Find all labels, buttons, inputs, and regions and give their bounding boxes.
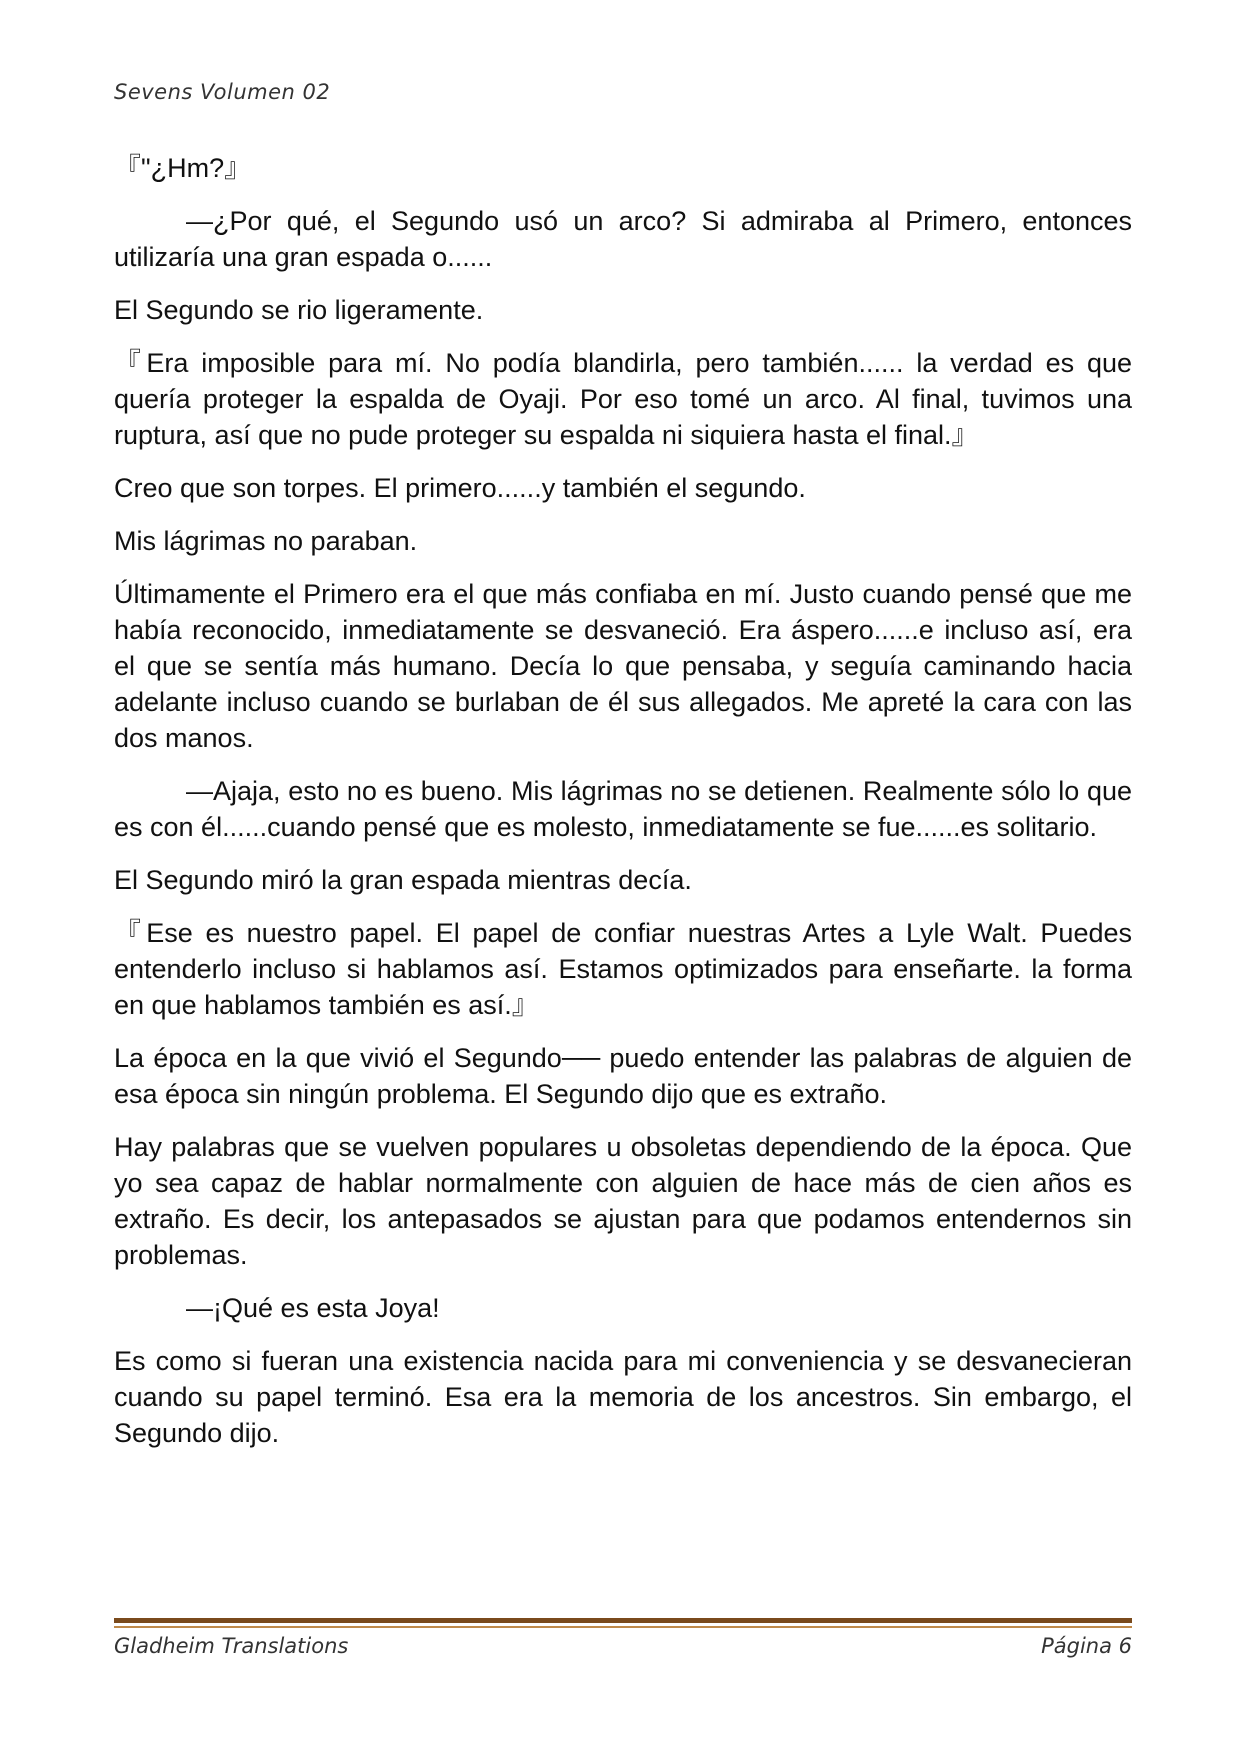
paragraph: Últimamente el Primero era el que más confiaba en mí. Justo cuando pensé que me había reconocido, inmediatamente se desvaneció. Era áspero......e incluso así, era el que se sentía más humano. Decía lo que pensaba, y seguía caminando hacia adelante incluso cuando se burlaban de él sus allegados. Me apreté la cara con las dos manos.: [114, 579, 1132, 753]
paragraph: El Segundo miró la gran espada mientras decía.: [114, 865, 692, 895]
paragraph: —Ajaja, esto no es bueno. Mis lágrimas no se detienen. Realmente sólo lo que es con él......cuando pensé que es molesto, inmediatamente se fue......es solitario.: [114, 776, 1132, 842]
running-header: Sevens Volumen 02: [114, 80, 331, 104]
paragraph: 『Era imposible para mí. No podía blandirla, pero también...... la verdad es que quería proteger la espalda de Oyaji. Por eso tomé un arco. Al final, tuvimos una ruptura, así que no pude proteger su espalda ni siquiera hasta el final.』: [114, 348, 1132, 450]
paragraph: El Segundo se rio ligeramente.: [114, 295, 484, 325]
paragraph: Es como si fueran una existencia nacida para mi conveniencia y se desvanecieran cuando su papel terminó. Esa era la memoria de los ancestros. Sin embargo, el Segundo dijo.: [114, 1346, 1132, 1448]
paragraph: 『"¿Hm?』: [114, 153, 252, 183]
paragraph: Mis lágrimas no paraban.: [114, 526, 418, 556]
footer-rule-accent: [114, 1626, 1132, 1628]
paragraph: La época en la que vivió el Segundo── puedo entender las palabras de alguien de esa época sin ningún problema. El Segundo dijo que es extraño.: [114, 1043, 1132, 1109]
paragraph: Hay palabras que se vuelven populares u obsoletas dependiendo de la época. Que yo sea capaz de hablar normalmente con alguien de hace más de cien años es extraño. Es decir, los antepasados se ajustan para que podamos entendernos sin problemas.: [114, 1132, 1132, 1270]
paragraph: 『Ese es nuestro papel. El papel de confiar nuestras Artes a Lyle Walt. Puedes entenderlo incluso si hablamos así. Estamos optimizados para enseñarte. la forma en que hablamos también es así.』: [114, 918, 1132, 1020]
footer-publisher: Gladheim Translations: [114, 1634, 349, 1658]
page-number: Página 6: [1041, 1634, 1132, 1658]
body-text: [114, 150, 1132, 1468]
paragraph: —¡Qué es esta Joya!: [186, 1293, 440, 1323]
footer-rule: [114, 1618, 1132, 1623]
paragraph: Creo que son torpes. El primero......y también el segundo.: [114, 473, 806, 503]
paragraph: —¿Por qué, el Segundo usó un arco? Si admiraba al Primero, entonces utilizaría una gran espada o......: [114, 206, 1132, 272]
